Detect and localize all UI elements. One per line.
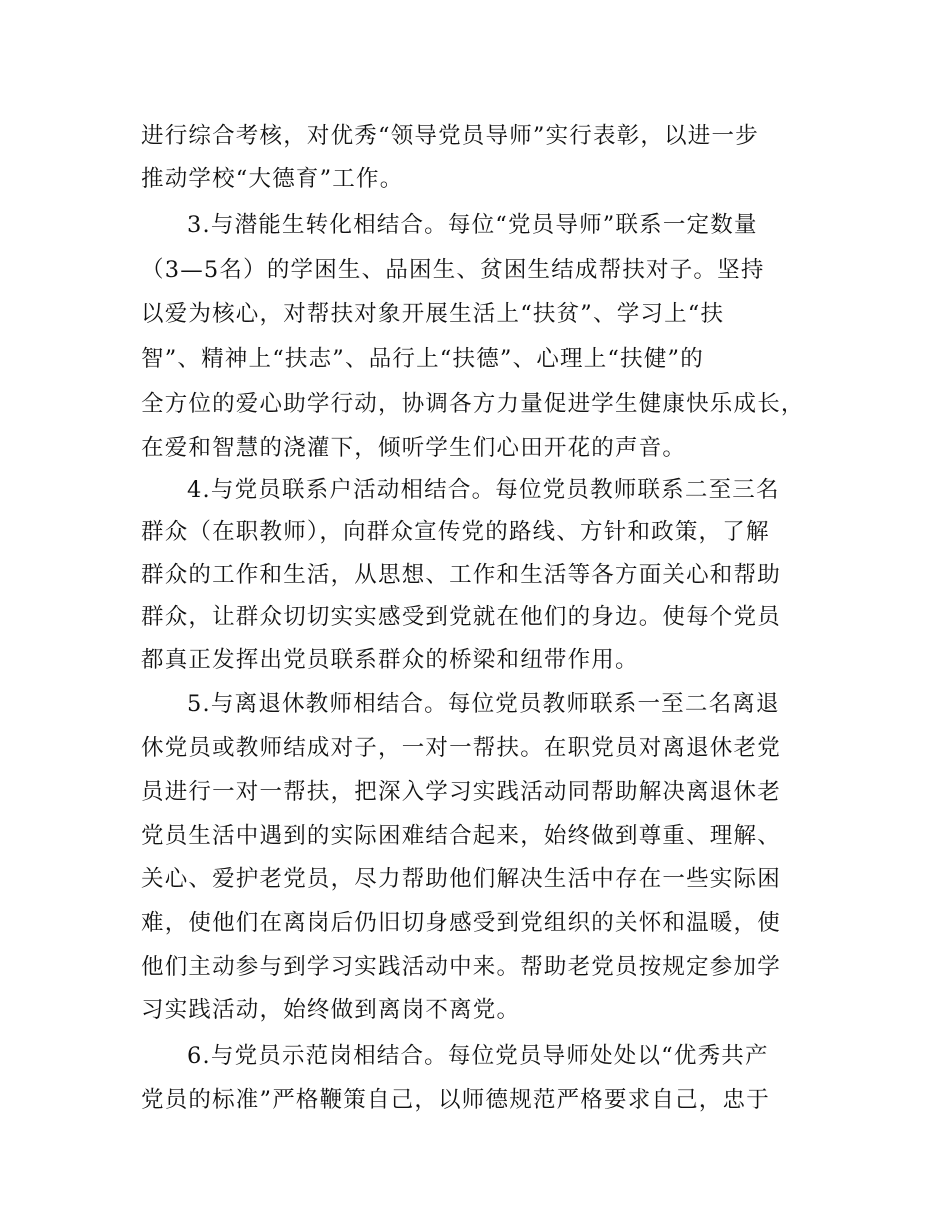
text-line: 都真正发挥出党员联系群众的桥梁和纽带作用。	[141, 647, 639, 673]
text-line: 群众，让群众切切实实感受到党就在他们的身边。使每个党员	[141, 604, 781, 630]
text-line: 群众（在职教师），向群众宣传党的路线、方针和政策，了解	[141, 519, 770, 545]
text-line: 难，使他们在离岗后仍旧切身感受到党组织的关怀和温暖，使	[141, 910, 781, 936]
text-line: （3—5名）的学困生、品困生、贫困生结成帮扶对子。坚持	[141, 257, 765, 283]
text-line: 以爱为核心，对帮扶对象开展生活上“扶贫”、学习上“扶	[141, 301, 725, 327]
paragraph-4-start: 4.与党员联系户活动相结合。每位党员教师联系二至三名	[187, 477, 780, 503]
paragraph-3-start: 3.与潜能生转化相结合。每位“党员导师”联系一定数量	[187, 212, 758, 238]
text-line: 党员的标准”严格鞭策自己，以师德规范严格要求自己，忠于	[141, 1087, 770, 1113]
text-line: 休党员或教师结成对子，一对一帮扶。在职党员对离退休老党	[141, 735, 781, 761]
text-line: 党员生活中遇到的实际困难结合起来，始终做到尊重、理解、	[141, 823, 781, 849]
text-line: 群众的工作和生活，从思想、工作和生活等各方面关心和帮助	[141, 562, 781, 588]
text-line: 关心、爱护老党员，尽力帮助他们解决生活中存在一些实际困	[141, 866, 781, 892]
text-line: 习实践活动，始终做到离岗不离党。	[141, 997, 521, 1023]
text-line: 进行综合考核，对优秀“领导党员导师”实行表彰，以进一步	[141, 123, 759, 149]
text-line: 在爱和智慧的浇灌下，倾听学生们心田开花的声音。	[141, 435, 687, 461]
text-line: 推动学校“大德育”工作。	[141, 166, 404, 192]
paragraph-5-start: 5.与离退休教师相结合。每位党员教师联系一至二名离退	[187, 691, 780, 717]
text-line: 他们主动参与到学习实践活动中来。帮助老党员按规定参加学	[141, 954, 781, 980]
text-line: 员进行一对一帮扶，把深入学习实践活动同帮助解决离退休老	[141, 779, 781, 805]
text-line: 智”、精神上“扶志”、品行上“扶德”、心理上“扶健”的	[141, 346, 704, 372]
text-line: 全方位的爱心助学行动，协调各方力量促进学生健康快乐成长，	[141, 391, 805, 417]
paragraph-6-start: 6.与党员示范岗相结合。每位党员导师处处以“优秀共产	[187, 1043, 769, 1069]
